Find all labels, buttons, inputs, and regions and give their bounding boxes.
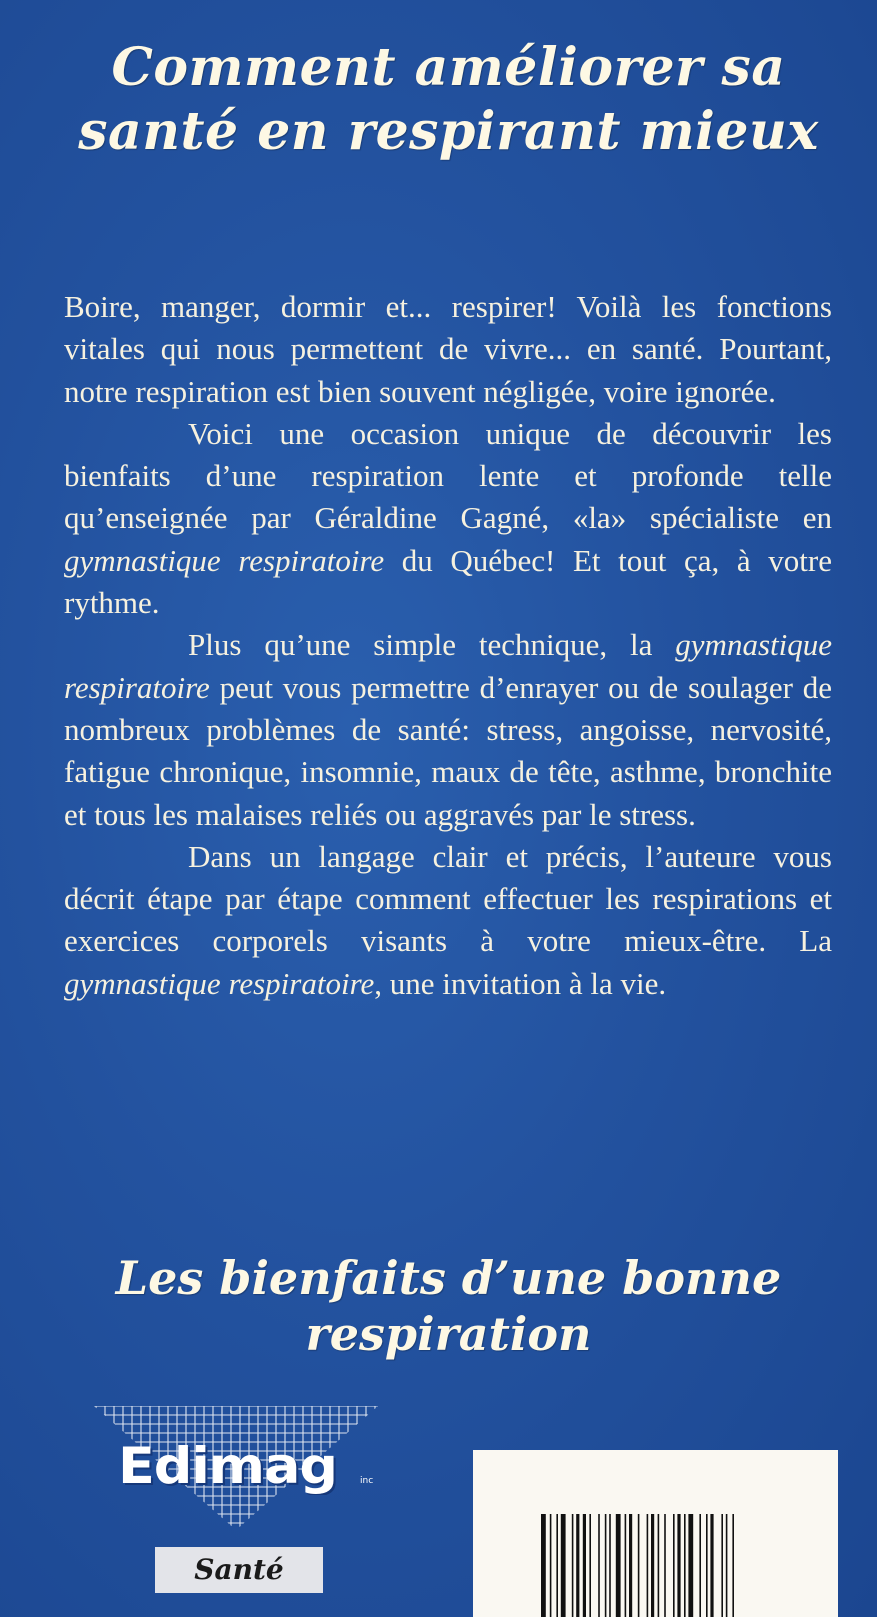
publisher-logo <box>92 1402 392 1532</box>
text-run: Plus qu’une simple technique, la <box>188 627 676 663</box>
text-run: Boire, manger, dormir et... respirer! Voilà les fonctions vitales qui nous permettent de vivre... en santé. Pourtant, notre respiration est bien souvent négligée, voire ignorée. <box>64 289 832 409</box>
blurb-paragraph <box>64 286 832 413</box>
text-run: Dans un langage clair et précis, l’auteure vous décrit étape par étape comment effectuer les respirations et exercices corporels visants à votre mieux-être. La <box>64 838 832 959</box>
text-run: peut vous permettre d’enrayer ou de soulager de nombreux problèmes de santé: stress, angoisse, nervosité, fatigue chronique, insomnie, maux de tête, asthme, bronchite et tous les malaises reliés ou aggravés par le stress. <box>64 669 832 832</box>
cover-headline: Comment améliorer sa santé en respirant mieux <box>78 37 819 162</box>
italic-term: gymnastique respiratoire <box>64 965 375 1001</box>
barcode-area <box>473 1450 838 1617</box>
blurb-paragraph <box>64 624 832 835</box>
blurb-paragraph <box>64 413 832 624</box>
blurb-paragraph <box>64 836 832 1005</box>
cover-subtitle: Les bienfaits d’une bonne respiration <box>115 1251 782 1361</box>
italic-term: gymnastique respiratoire <box>64 627 832 705</box>
barcode-icon <box>541 1514 771 1617</box>
text-run: , une invitation à la vie. <box>374 965 667 1001</box>
text-run: Voici une occasion unique de découvrir les bienfaits d’une respiration lente et profonde telle qu’enseignée par Géraldine Gagné, «la» spécialiste en <box>64 415 832 536</box>
text-run: du Québec! Et tout ça, à votre rythme. <box>64 542 832 621</box>
publisher-name: Edimag <box>118 1437 337 1495</box>
publisher-suffix: inc <box>360 1476 374 1486</box>
italic-term: gymnastique respiratoire <box>64 542 385 578</box>
blurb-text <box>64 286 832 1005</box>
category-label: Santé <box>155 1547 323 1593</box>
